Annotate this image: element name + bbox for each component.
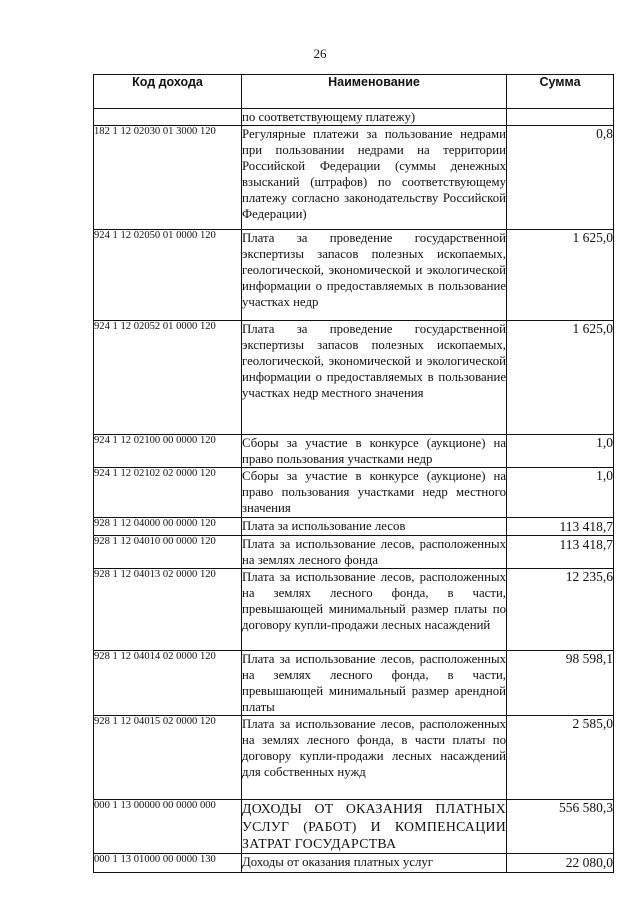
row-name: Плата за проведение государственной экспертизы запасов полезных ископаемых, геологической, экономической и экологической информации о предоставляемых в пользование участках недр <box>242 230 507 321</box>
header-sum: Сумма <box>507 75 614 109</box>
row-code: 928 1 12 04013 02 0000 120 <box>94 569 242 651</box>
row-code <box>94 109 242 126</box>
table-row <box>94 321 614 435</box>
row-name: Плата за использование лесов, расположенных на землях лесного фонда <box>242 537 506 567</box>
row-name: Доходы от оказания платных услуг <box>242 853 507 872</box>
row-sum: 98 598,1 <box>507 651 614 716</box>
table-row <box>94 518 614 536</box>
row-name: Плата за использование лесов, расположенных на землях лесного фонда, в части, превышающей минимальный размер арендной платы <box>242 652 506 714</box>
header-name: Наименование <box>242 75 507 109</box>
row-sum: 12 235,6 <box>507 569 614 651</box>
row-code: 924 1 12 02102 02 0000 120 <box>94 468 242 518</box>
row-code: 928 1 12 04015 02 0000 120 <box>94 716 242 800</box>
row-code: 928 1 12 04014 02 0000 120 <box>94 651 242 716</box>
row-sum <box>507 109 614 126</box>
table-row <box>94 109 614 126</box>
row-sum: 113 418,7 <box>507 518 614 536</box>
row-code: 924 1 12 02050 01 0000 120 <box>94 230 242 321</box>
row-code: 928 1 12 04010 00 0000 120 <box>94 536 242 569</box>
table-row <box>94 230 614 321</box>
row-sum: 1 625,0 <box>507 321 614 435</box>
row-name: ДОХОДЫ ОТ ОКАЗАНИЯ ПЛАТНЫХ УСЛУГ (РАБОТ) И КОМПЕНСАЦИИ ЗАТРАТ ГОСУДАРСТВА <box>242 801 506 851</box>
row-name: Регулярные платежи за пользование недрами при пользовании недрами на территории Российской Федерации (суммы денежных взысканий (штрафов) по соответствующему платежу согласно законодательству Российской Федерации) <box>242 126 507 230</box>
table-row <box>94 651 614 716</box>
row-name: Плата за использование лесов, расположенных на землях лесного фонда, в части, превышающей минимальный размер платы по договору купли-продажи лесных насаждений <box>242 569 507 651</box>
row-name: Плата за использование лесов, расположенных на землях лесного фонда, в части платы по договору купли-продажи лесных насаждений для собственных нужд <box>242 716 507 800</box>
row-code: 000 1 13 00000 00 0000 000 <box>94 800 242 854</box>
row-sum: 22 080,0 <box>507 853 614 872</box>
row-sum: 113 418,7 <box>507 536 614 569</box>
row-name: Плата за использование лесов <box>242 518 507 536</box>
row-sum: 1,0 <box>507 468 614 518</box>
row-code: 928 1 12 04000 00 0000 120 <box>94 518 242 536</box>
header-code: Код дохода <box>94 75 242 109</box>
row-code: 924 1 12 02052 01 0000 120 <box>94 321 242 435</box>
table-row <box>94 536 614 569</box>
row-sum: 1 625,0 <box>507 230 614 321</box>
row-sum: 556 580,3 <box>507 800 614 854</box>
table-row <box>94 716 614 800</box>
row-code: 924 1 12 02100 00 0000 120 <box>94 435 242 468</box>
row-name: Плата за проведение государственной экспертизы запасов полезных ископаемых, геологической, экономической и экологической информации о предоставляемых в пользование участках недр местного значения <box>242 321 507 435</box>
row-name: Сборы за участие в конкурсе (аукционе) на право пользования участками недр местного значения <box>242 468 507 518</box>
table-row <box>94 435 614 468</box>
table-row <box>94 569 614 651</box>
row-name: Сборы за участие в конкурсе (аукционе) на право пользования участками недр <box>242 436 506 466</box>
row-code: 000 1 13 01000 00 0000 130 <box>94 853 242 872</box>
row-code: 182 1 12 02030 01 3000 120 <box>94 126 242 230</box>
table-row <box>94 853 614 872</box>
page-number: 26 <box>313 46 327 61</box>
row-sum: 1,0 <box>507 435 614 468</box>
revenue-table <box>93 74 614 873</box>
row-name: по соответствующему платежу) <box>242 109 507 126</box>
row-sum: 0,8 <box>507 126 614 230</box>
table-row <box>94 468 614 518</box>
table-row <box>94 800 614 854</box>
table-header-row <box>94 75 614 109</box>
row-sum: 2 585,0 <box>507 716 614 800</box>
table-row <box>94 126 614 230</box>
